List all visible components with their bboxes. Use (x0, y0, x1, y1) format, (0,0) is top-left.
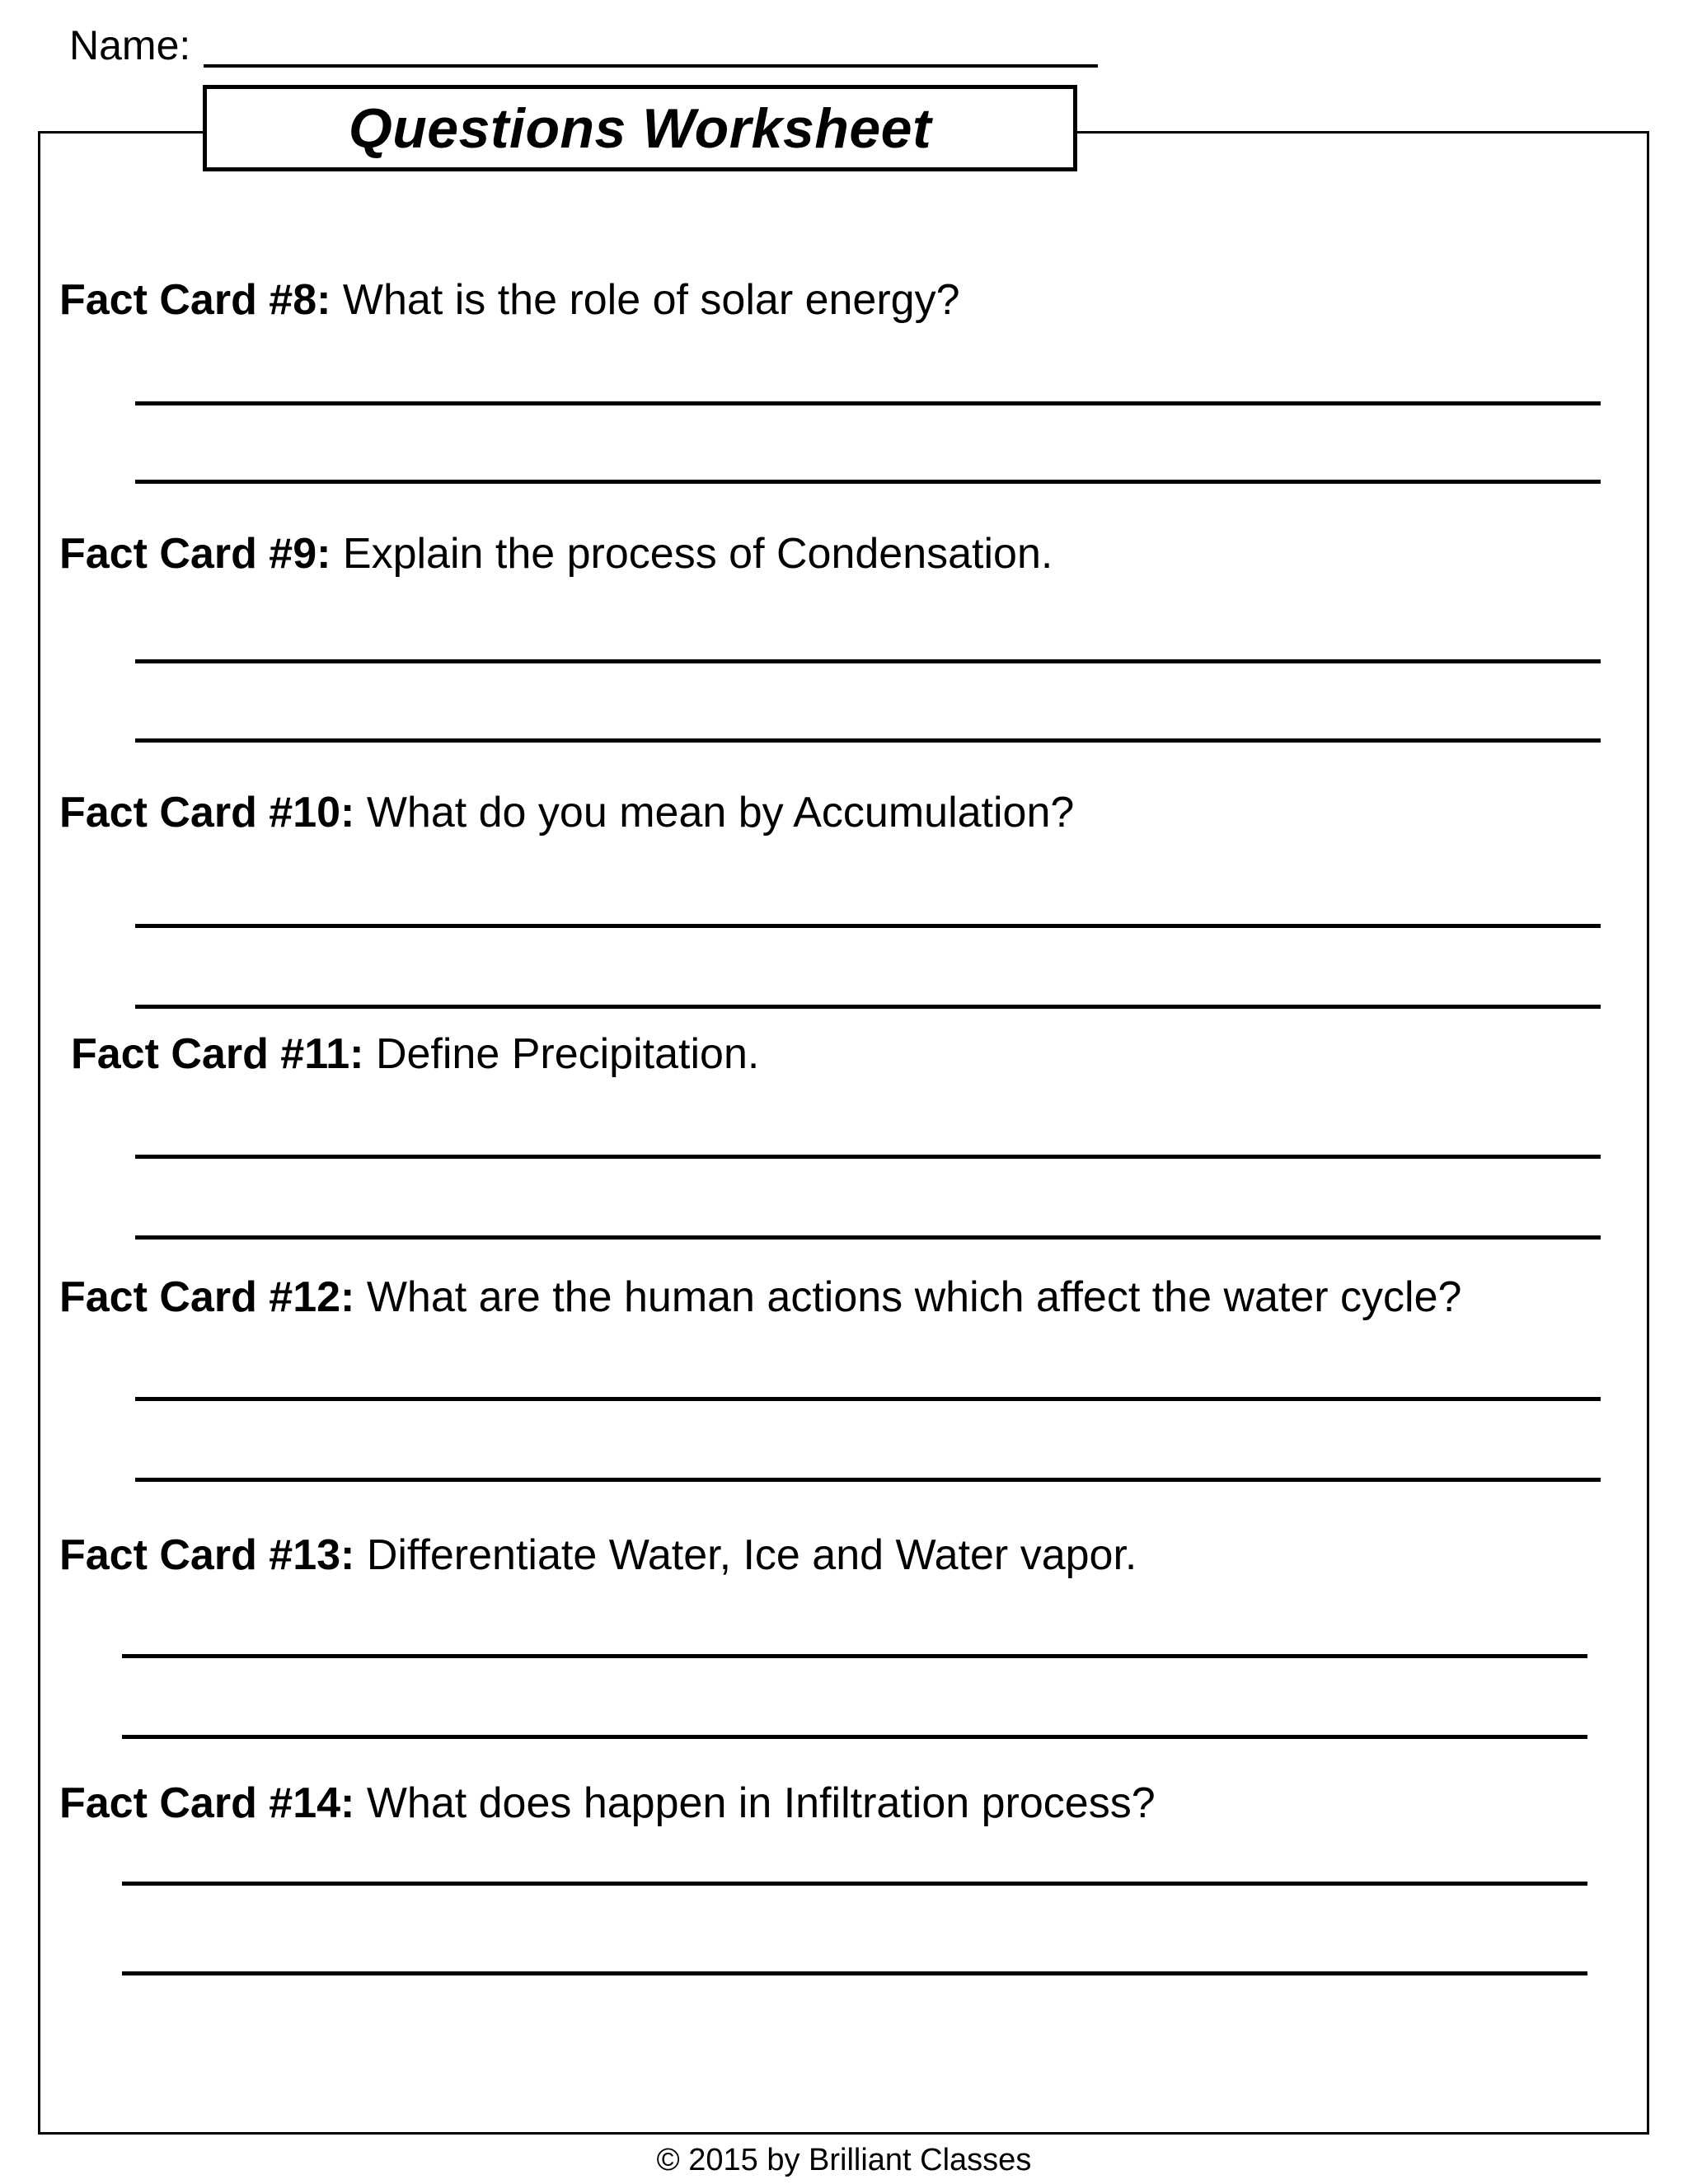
answer-line[interactable] (135, 1235, 1601, 1240)
answer-line[interactable] (135, 659, 1601, 663)
question-text: Explain the process of Condensation. (331, 530, 1053, 578)
question-text: What does happen in Infiltration process? (354, 1779, 1156, 1827)
answer-line[interactable] (135, 1005, 1601, 1009)
answer-line[interactable] (135, 401, 1601, 405)
answer-line[interactable] (122, 1654, 1587, 1658)
question-fact-card-10 (59, 789, 1075, 837)
answer-line[interactable] (135, 1155, 1601, 1159)
question-text: What do you mean by Accumulation? (354, 789, 1075, 837)
question-text: Define Precipitation. (363, 1030, 760, 1078)
worksheet-frame (38, 131, 1649, 2135)
name-field-row (69, 12, 1098, 69)
question-label: Fact Card #11: (71, 1030, 364, 1078)
answer-line[interactable] (122, 1735, 1587, 1739)
answer-line[interactable] (122, 1971, 1587, 1975)
question-fact-card-14 (59, 1779, 1156, 1827)
question-text: What are the human actions which affect the water cycle? (354, 1273, 1462, 1321)
question-label: Fact Card #13: (59, 1531, 355, 1579)
question-label: Fact Card #12: (59, 1273, 355, 1321)
answer-line[interactable] (135, 1397, 1601, 1401)
name-answer-line[interactable] (204, 64, 1098, 68)
question-fact-card-8 (59, 276, 960, 324)
question-text: What is the role of solar energy? (331, 276, 960, 324)
question-fact-card-9 (59, 530, 1053, 578)
copyright-footer: © 2015 by Brilliant Classes (656, 2143, 1032, 2177)
question-label: Fact Card #14: (59, 1779, 355, 1827)
question-fact-card-12 (59, 1273, 1462, 1321)
answer-line[interactable] (135, 1478, 1601, 1482)
title-box (203, 85, 1077, 171)
answer-line[interactable] (135, 924, 1601, 928)
question-label: Fact Card #9: (59, 530, 331, 578)
question-fact-card-11 (71, 1030, 760, 1078)
question-fact-card-13 (59, 1531, 1137, 1579)
answer-line[interactable] (135, 738, 1601, 743)
name-label: Name: (69, 22, 191, 68)
question-label: Fact Card #8: (59, 276, 331, 324)
page-title: Questions Worksheet (348, 96, 932, 160)
answer-line[interactable] (122, 1882, 1587, 1886)
question-text: Differentiate Water, Ice and Water vapor. (354, 1531, 1137, 1579)
question-label: Fact Card #10: (59, 789, 355, 837)
answer-line[interactable] (135, 480, 1601, 484)
